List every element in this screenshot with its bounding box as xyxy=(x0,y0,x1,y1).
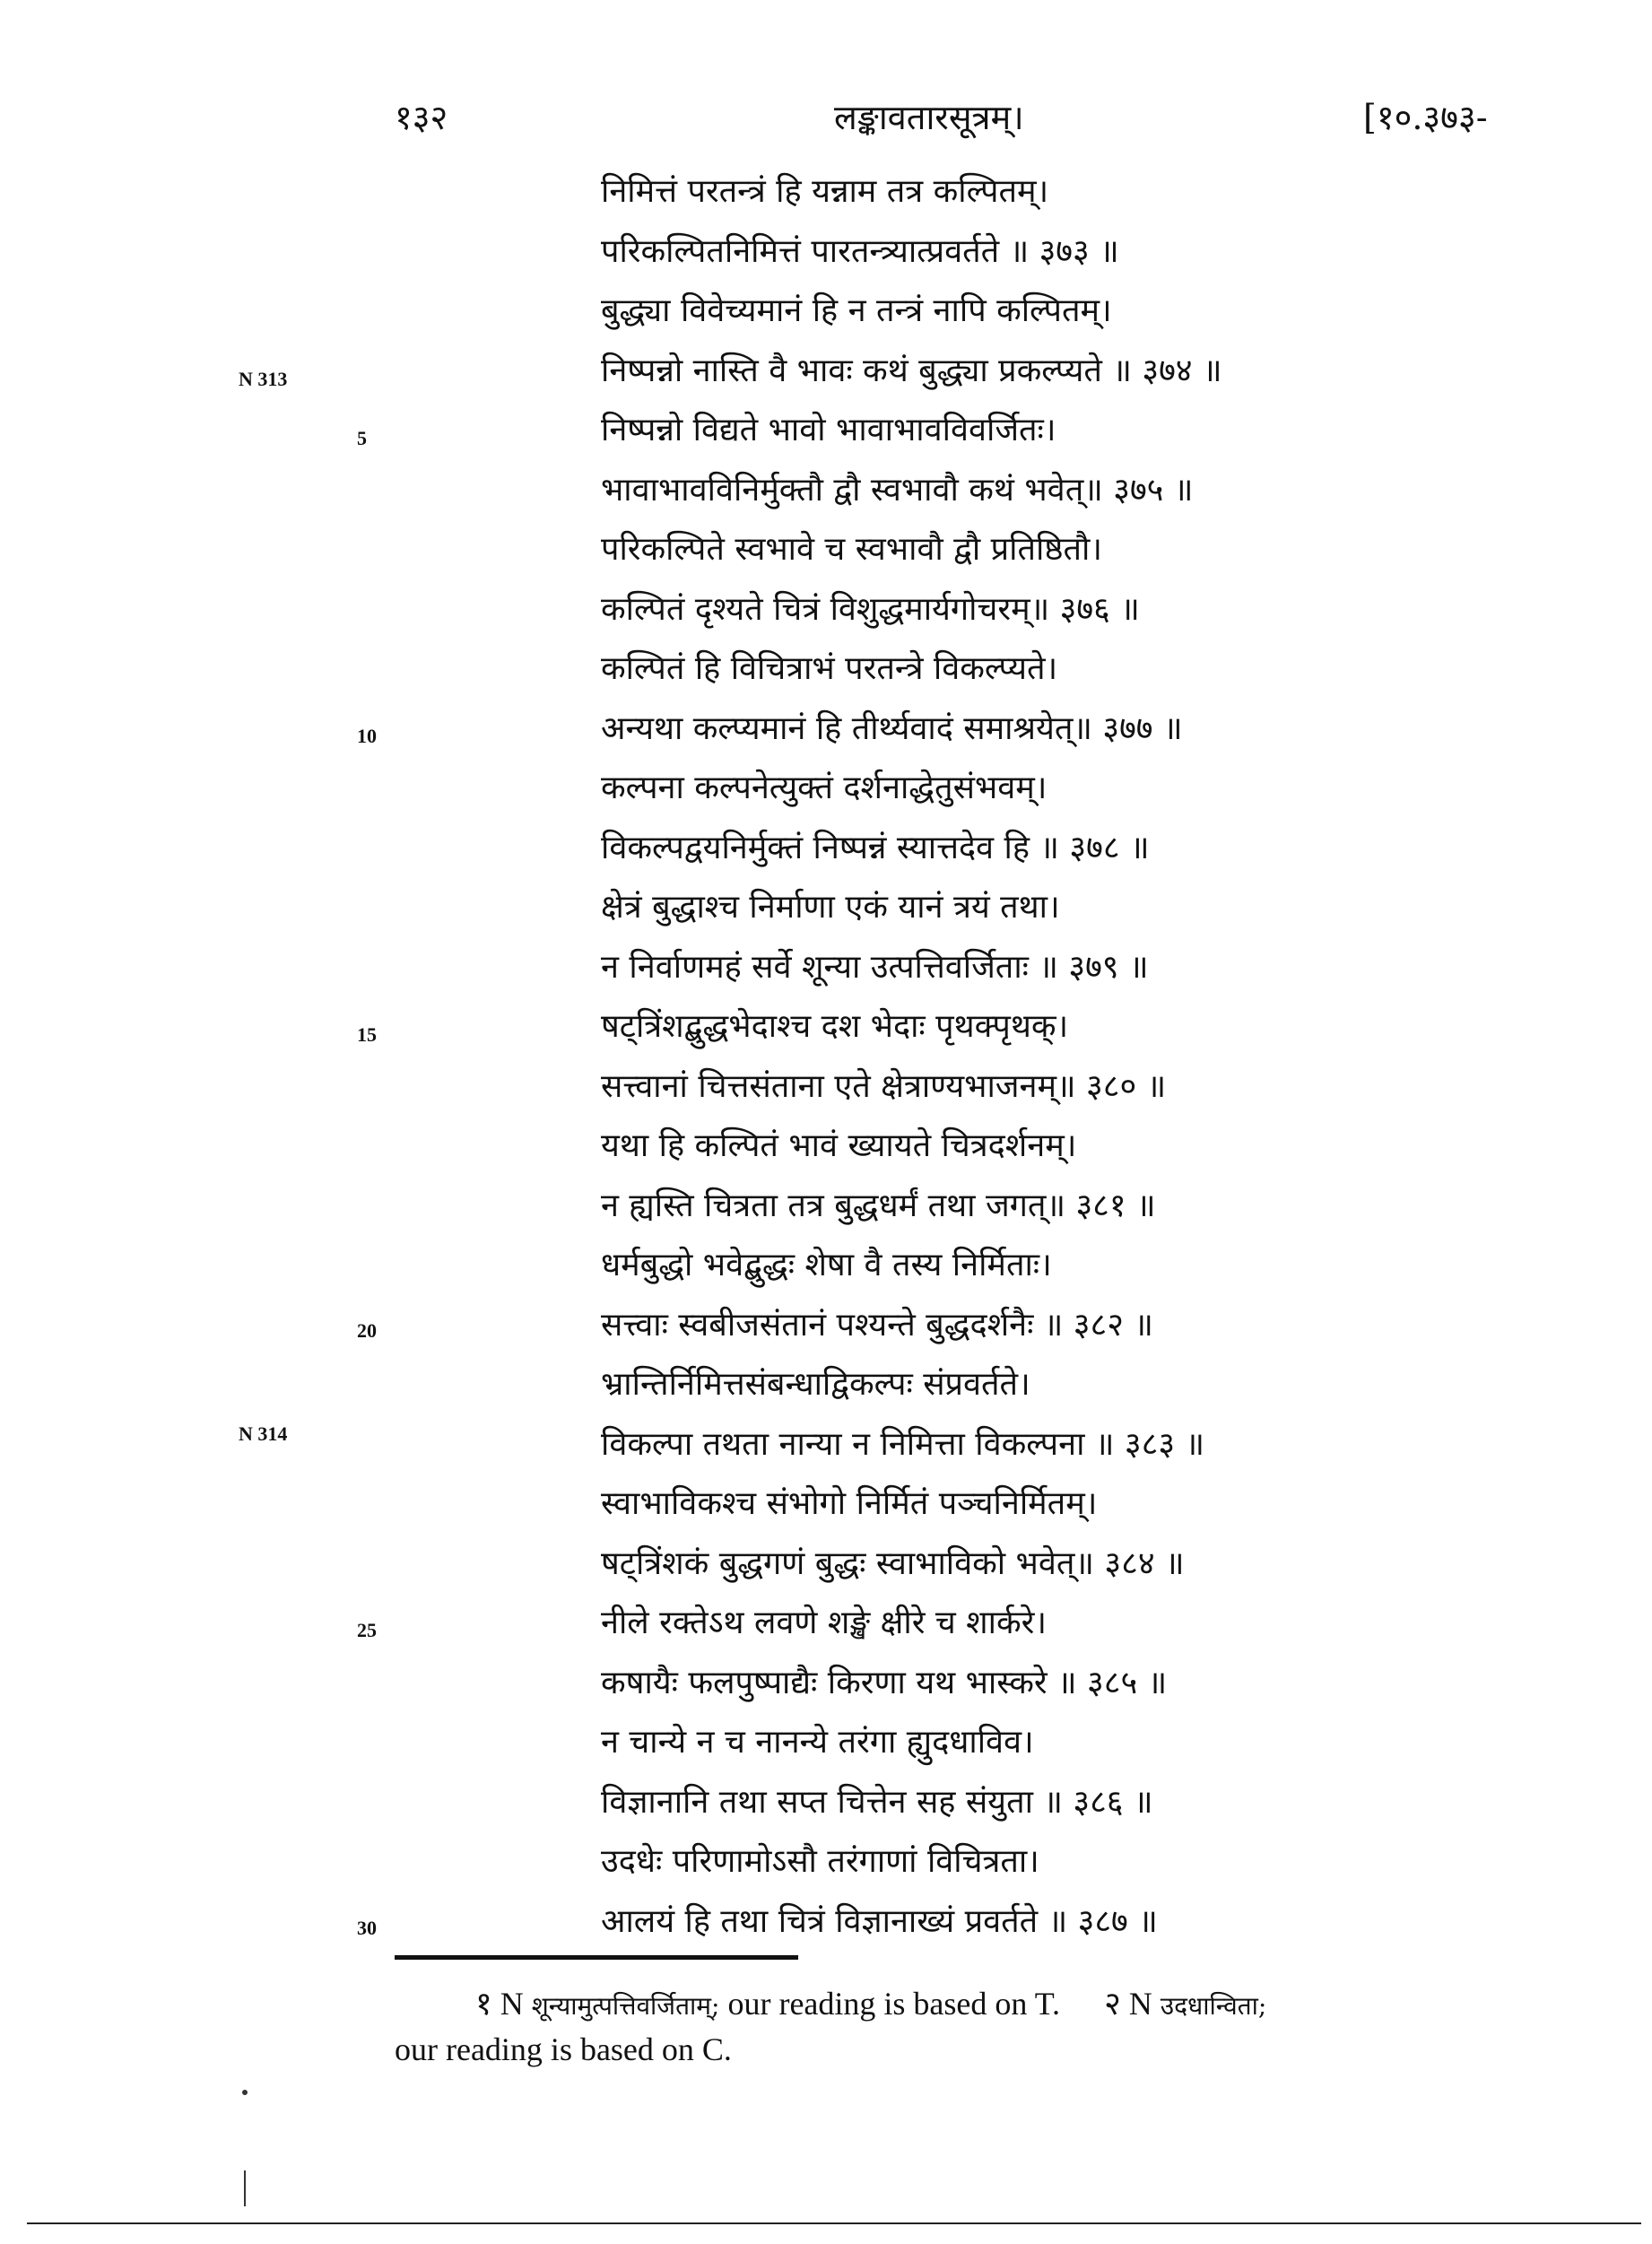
verse-line: निष्पन्नो विद्यते भावो भावाभावविवर्जितः। xyxy=(601,412,1056,448)
line-number: 10 xyxy=(357,725,377,747)
verse-line: षट्त्रिंशद्बुद्धभेदाश्च दश भेदाः पृथक्पृथक्। xyxy=(601,1008,1069,1045)
verse-line: भावाभावविनिर्मुक्तौ द्वौ स्वभावौ कथं भवेत्॥ ३७५ ॥ xyxy=(601,472,1194,509)
verse-line: विकल्पद्वयनिर्मुक्तं निष्पन्नं स्यात्तदेव हि ॥ ३७८ ॥ xyxy=(601,830,1150,866)
verse-line: भ्रान्तिर्निमित्तसंबन्धाद्विकल्पः संप्रवर्तते। xyxy=(601,1366,1030,1403)
verse-line: स्वाभाविकश्च संभोगो निर्मितं पञ्चनिर्मितम्। xyxy=(601,1485,1098,1522)
verse-line: कल्पना कल्पनेत्युक्तं दर्शनाद्धेतुसंभवम्। xyxy=(601,770,1048,806)
footnote-marker: १ N xyxy=(475,1986,524,2022)
page-bottom-edge xyxy=(27,2222,1641,2224)
verse-line: षट्त्रिंशकं बुद्धगणं बुद्धः स्वाभाविको भवेत्॥ ३८४ ॥ xyxy=(601,1545,1185,1582)
verse-line: निमित्तं परतन्त्रं हि यन्नाम तत्र कल्पितम्। xyxy=(601,173,1049,210)
footnote-line xyxy=(395,1982,1525,2028)
verse-line: परिकल्पिते स्वभावे च स्वभावौ द्वौ प्रतिष्ठितौ। xyxy=(601,531,1102,568)
line-number: 5 xyxy=(357,427,367,449)
verse-line: यथा हि कल्पितं भावं ख्यायते चित्रदर्शनम्। xyxy=(601,1127,1077,1164)
verse-line: नीले रक्तेऽथ लवणे शङ्खे क्षीरे च शार्करे। xyxy=(601,1605,1047,1641)
manuscript-ref: N 313 xyxy=(239,368,288,390)
page-number: १३२ xyxy=(395,98,448,137)
footnote-reading: शून्यामुत्पत्तिवर्जिताम्; xyxy=(531,1991,720,2021)
verse-line: अन्यथा कल्प्यमानं हि तीर्थ्यवादं समाश्रयेत्॥ ३७७ ॥ xyxy=(601,710,1183,747)
verse-line: न चान्ये न च नानन्ये तरंगा ह्युदधाविव। xyxy=(601,1724,1034,1761)
verse-line: परिकल्पितनिमित्तं पारतन्त्र्यात्प्रवर्तते ॥ ३७३ ॥ xyxy=(601,233,1119,270)
verse-line: न ह्यस्ति चित्रता तत्र बुद्धधर्मं तथा जगत्॥ ३८१ ॥ xyxy=(601,1187,1156,1224)
line-number: 20 xyxy=(357,1319,377,1342)
verse-line: विकल्पा तथता नान्या न निमित्ता विकल्पना ॥ ३८३ ॥ xyxy=(601,1426,1205,1463)
line-number: 30 xyxy=(357,1917,377,1939)
footnote-text: our reading is based on C. xyxy=(395,2031,732,2067)
footnote-marker: २ N xyxy=(1104,1986,1152,2022)
footnote-reading: उदधान्विता; xyxy=(1160,1991,1267,2021)
verse-line: सत्त्वाः स्वबीजसंतानं पश्यन्ते बुद्धदर्शनैः ॥ ३८२ ॥ xyxy=(601,1307,1153,1344)
line-number: 15 xyxy=(357,1023,377,1046)
verse-line: कल्पितं दृश्यते चित्रं विशुद्धमार्यगोचरम्॥ ३७६ ॥ xyxy=(601,591,1140,628)
verse-line: कल्पितं हि विचित्राभं परतन्त्रे विकल्प्यते। xyxy=(601,650,1058,687)
verse-line: सत्त्वानां चित्तसंताना एते क्षेत्राण्यभाजनम्॥ ३८० ॥ xyxy=(601,1068,1167,1105)
footnote-text: our reading is based on T. xyxy=(727,1986,1061,2022)
footnote-line xyxy=(395,2028,1525,2071)
verse-line: न निर्वाणमहं सर्वे शून्या उत्पत्तिवर्जिताः ॥ ३७९ ॥ xyxy=(601,949,1149,986)
verse-line: धर्मबुद्धो भवेद्बुद्धः शेषा वै तस्य निर्मिताः। xyxy=(601,1247,1052,1283)
scan-mark xyxy=(244,2170,246,2206)
verse-line: बुद्ध्या विवेच्यमानं हि न तन्त्रं नापि कल्पितम्। xyxy=(601,292,1112,329)
verse-line: निष्पन्नो नास्ति वै भावः कथं बुद्ध्या प्रकल्प्यते ॥ ३७४ ॥ xyxy=(601,352,1222,389)
manuscript-ref: N 314 xyxy=(239,1422,288,1445)
verse-reference: [१०.३७३- xyxy=(1363,98,1488,137)
footnotes xyxy=(395,1982,1525,2071)
verse-line: कषायैः फलपुष्पाद्यैः किरणा यथ भास्करे ॥ ३८५ ॥ xyxy=(601,1665,1168,1701)
verse-line: आलयं हि तथा चित्रं विज्ञानाख्यं प्रवर्तते ॥ ३८७ ॥ xyxy=(601,1903,1158,1940)
verse-line: विज्ञानानि तथा सप्त चित्तेन सह संयुता ॥ ३८६ ॥ xyxy=(601,1784,1153,1821)
verse-line: क्षेत्रं बुद्धाश्च निर्माणा एकं यानं त्रयं तथा। xyxy=(601,889,1060,926)
scan-speck xyxy=(242,2090,248,2095)
running-title: लङ्कावतारसूत्रम्। xyxy=(834,98,1024,137)
line-number: 25 xyxy=(357,1619,377,1641)
verse-line: उदधेः परिणामोऽसौ तरंगाणां विचित्रता। xyxy=(601,1843,1039,1880)
footnote-rule xyxy=(395,1955,798,1960)
